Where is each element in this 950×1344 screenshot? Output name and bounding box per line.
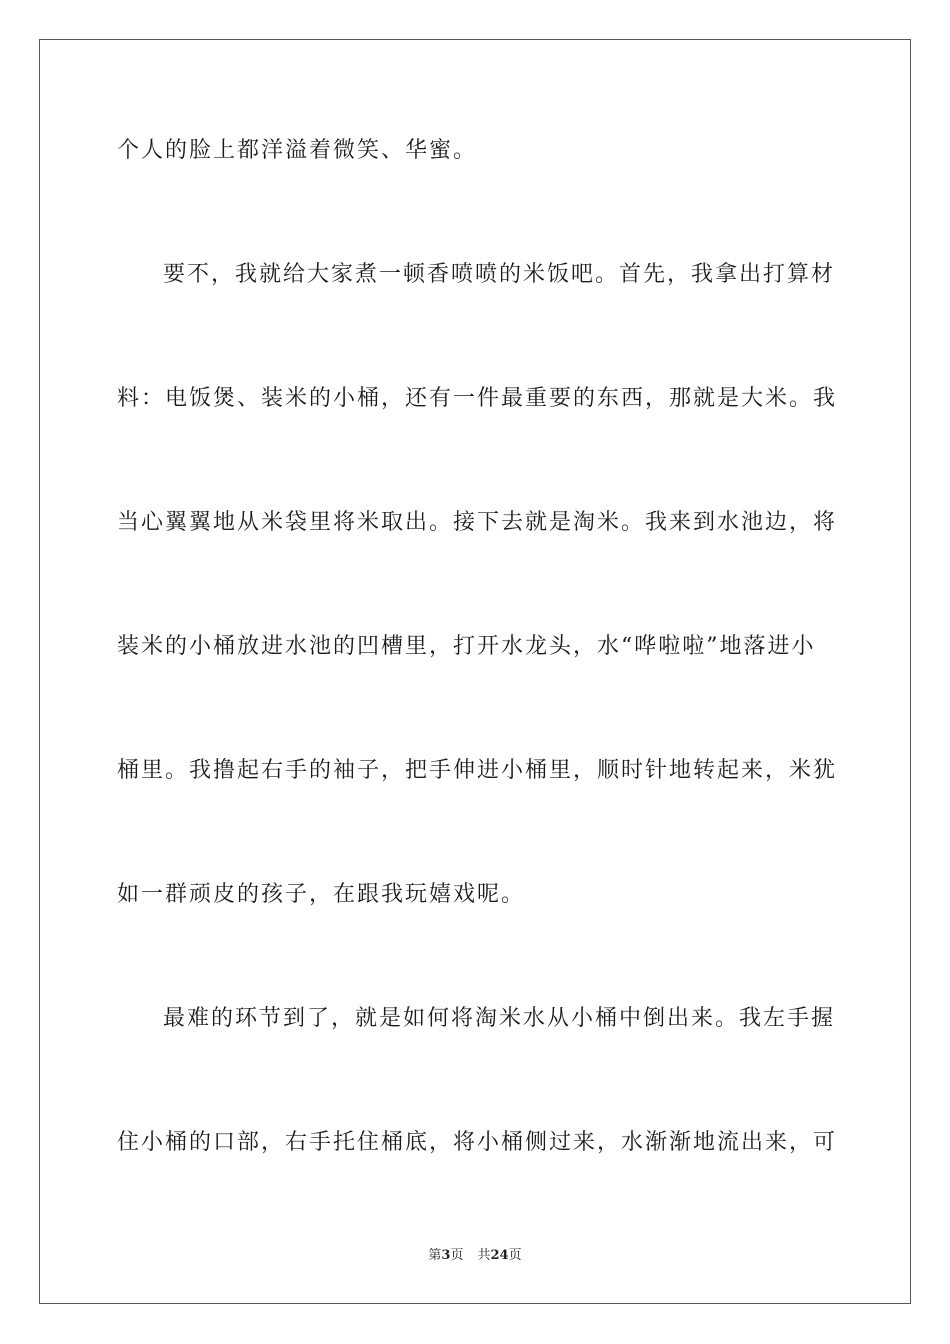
text-line-4: 当心翼翼地从米袋里将米取出。接下去就是淘米。我来到水池边，将 bbox=[117, 510, 838, 535]
footer-page-suffix: 页 bbox=[450, 1248, 464, 1263]
footer-total-suffix: 页 bbox=[508, 1248, 522, 1263]
text-line-9: 住小桶的口部，右手托住桶底，将小桶侧过来，水渐渐地流出来，可 bbox=[117, 1130, 838, 1155]
text-line-7: 如一群顽皮的孩子，在跟我玩嬉戏呢。 bbox=[117, 882, 526, 907]
page-footer bbox=[0, 1247, 950, 1265]
footer-page-number: 3 bbox=[441, 1248, 451, 1263]
text-line-3: 料：电饭煲、装米的小桶，还有一件最重要的东西，那就是大米。我 bbox=[117, 386, 838, 411]
page-border bbox=[39, 39, 911, 1304]
footer-total-prefix: 共 bbox=[477, 1248, 491, 1263]
text-line-8: 最难的环节到了，就是如何将淘米水从小桶中倒出来。我左手握 bbox=[163, 1006, 836, 1031]
footer-page-prefix: 第 bbox=[428, 1248, 442, 1263]
footer-total-pages: 24 bbox=[490, 1248, 509, 1263]
text-line-6: 桶里。我撸起右手的袖子，把手伸进小桶里，顺时针地转起来，米犹 bbox=[117, 758, 838, 783]
text-line-1: 个人的脸上都洋溢着微笑、华蜜。 bbox=[117, 138, 478, 163]
text-line-2: 要不，我就给大家煮一顿香喷喷的米饭吧。首先，我拿出打算材 bbox=[163, 262, 836, 287]
text-line-5: 装米的小桶放进水池的凹槽里，打开水龙头，水“哗啦啦”地落进小 bbox=[117, 634, 816, 659]
